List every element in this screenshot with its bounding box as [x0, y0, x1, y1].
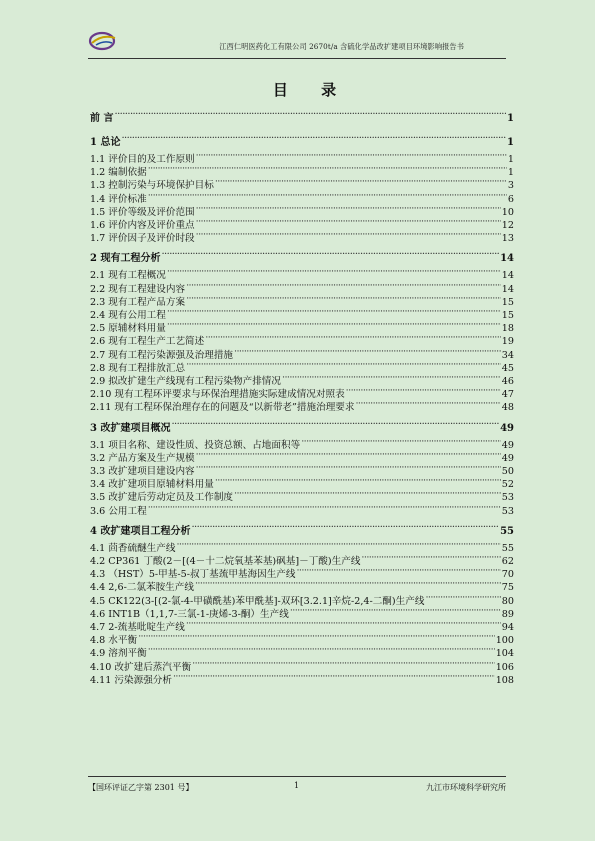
- toc-page-number: 15: [501, 296, 514, 308]
- toc-dot-leader: [171, 418, 499, 431]
- company-logo-icon: [88, 30, 118, 52]
- toc-dot-leader: [196, 228, 501, 241]
- toc-entry-title: 2.4 现有公用工程: [90, 310, 166, 321]
- toc-section-entry[interactable]: [90, 551, 514, 567]
- toc-entry-title: 2.5 原辅材料用量: [90, 323, 166, 335]
- toc-dot-leader: [186, 292, 501, 305]
- toc-entry-title: 3.5 改扩建后劳动定员及工作制度: [90, 492, 234, 504]
- toc-page-number: 49: [500, 422, 514, 434]
- toc-section-entry[interactable]: [90, 202, 514, 218]
- toc-entry-title: 2 现有工程分析: [90, 253, 161, 265]
- toc-entry-title: 2.10 现有工程环评要求与环保治理措施实际建成情况对照表: [90, 389, 345, 401]
- toc-dot-leader: [192, 657, 495, 670]
- toc-entry-title: 3.1 项目名称、建设性质、投资总额、占地面积等: [90, 439, 301, 451]
- toc-dot-leader: [186, 279, 501, 292]
- toc-dot-leader: [148, 189, 507, 202]
- toc-dot-leader: [161, 248, 499, 261]
- toc-dot-leader: [282, 371, 501, 384]
- toc-chapter-entry[interactable]: [90, 108, 514, 124]
- toc-dot-leader: [114, 108, 506, 121]
- toc-page-number: 106: [495, 661, 514, 673]
- toc-entry-title: 4 改扩建项目工程分析: [90, 525, 191, 537]
- toc-entry-title: 3.2 产品方案及生产规模: [90, 452, 195, 464]
- toc-section-entry[interactable]: [90, 670, 514, 686]
- toc-dot-leader: [173, 670, 495, 683]
- toc-entry-title: 3.6 公用工程: [90, 505, 147, 517]
- toc-section-entry[interactable]: [90, 358, 514, 374]
- toc-page-number: 104: [495, 648, 514, 660]
- toc-dot-leader: [167, 305, 501, 318]
- toc-dot-leader: [167, 318, 501, 331]
- toc-section-entry[interactable]: [90, 371, 514, 387]
- toc-page-number: 53: [501, 492, 514, 504]
- toc-page-number: 3: [507, 180, 514, 192]
- toc-entry-title: 4.7 2-巯基吡啶生产线: [90, 622, 185, 633]
- toc-page-number: 55: [501, 542, 514, 554]
- footer-certificate: 【国环评证乙字第 2301 号】: [88, 783, 194, 792]
- toc-entry-title: 1.1 评价目的及工作原则: [90, 154, 195, 165]
- toc-section-entry[interactable]: [90, 604, 514, 620]
- toc-page-number: 15: [501, 310, 514, 321]
- toc-section-entry[interactable]: [90, 435, 514, 451]
- toc-section-entry[interactable]: [90, 487, 514, 504]
- toc-entry-title: 1 总论: [90, 137, 121, 148]
- toc-dot-leader: [355, 397, 500, 410]
- toc-dot-leader: [148, 501, 501, 514]
- toc-page-number: 6: [507, 193, 514, 205]
- toc-page-number: 1: [507, 137, 514, 148]
- toc-entry-title: 2.2 现有工程建设内容: [90, 283, 186, 295]
- page-footer: [88, 776, 506, 797]
- toc-page-number: 13: [501, 233, 514, 245]
- toc-dot-leader: [205, 331, 501, 344]
- toc-page-number: 18: [501, 323, 514, 335]
- toc-page-number: 12: [501, 220, 514, 231]
- toc-entry-title: 4.11 污染源强分析: [90, 674, 172, 686]
- toc-dot-leader: [425, 591, 500, 604]
- toc-page-number: 1: [507, 113, 514, 124]
- toc-page-number: 34: [501, 349, 514, 361]
- toc-page-number: 100: [495, 635, 514, 647]
- toc-entry-title: 4.5 CK122(3-[(2-氯-4-甲磺酰基)苯甲酰基]-双环[3.2.1]辛烷-2,4-二酮)生产线: [90, 595, 425, 607]
- toc-page-number: 14: [501, 270, 514, 282]
- toc-section-entry[interactable]: [90, 643, 514, 660]
- toc-section-entry[interactable]: [90, 189, 514, 205]
- toc-section-entry[interactable]: [90, 292, 514, 308]
- toc-dot-leader: [234, 345, 501, 358]
- toc-entry-title: 3.4 改扩建项目原辅材料用量: [90, 479, 214, 491]
- toc-entry-title: 2.11 现有工程环保治理存在的问题及“以新带老”措施治理要求: [90, 402, 355, 414]
- toc-entry-title: 前 言: [90, 113, 114, 124]
- toc-dot-leader: [196, 215, 501, 228]
- toc-entry-title: 4.8 水平衡: [90, 635, 138, 647]
- toc-page-number: 50: [501, 466, 514, 477]
- toc-entry-title: 4.4 2,6-二氯苯胺生产线: [90, 582, 194, 594]
- toc-chapter-entry[interactable]: [90, 248, 514, 265]
- toc-dot-leader: [234, 487, 501, 500]
- toc-section-entry[interactable]: [90, 331, 514, 348]
- toc-entry-title: 1.7 评价因子及评价时段: [90, 233, 195, 245]
- toc-entry-title: 4.9 溶剂平衡: [90, 648, 147, 660]
- toc-dot-leader: [196, 149, 507, 162]
- toc-page-number: 14: [500, 253, 514, 265]
- toc-entry-title: 4.3 （HST）5-甲基-5-叔丁基巯甲基海因生产线: [90, 569, 296, 581]
- toc-page-number: 19: [501, 336, 514, 348]
- toc-dot-leader: [186, 358, 501, 371]
- toc-dot-leader: [196, 202, 501, 215]
- toc-section-entry[interactable]: [90, 149, 514, 165]
- toc-page-number: 80: [501, 595, 514, 607]
- toc-section-entry[interactable]: [90, 265, 514, 282]
- toc-page-number: 45: [501, 362, 514, 374]
- toc-section-entry[interactable]: [90, 397, 514, 414]
- toc-page-number: 49: [501, 439, 514, 451]
- toc-dot-leader: [215, 175, 507, 188]
- toc-section-entry[interactable]: [90, 501, 514, 517]
- toc-section-entry[interactable]: [90, 474, 514, 491]
- toc-entry-title: 4.10 改扩建后蒸汽平衡: [90, 661, 192, 673]
- toc-dot-leader: [121, 132, 506, 145]
- toc-section-entry[interactable]: [90, 162, 514, 179]
- toc-section-entry[interactable]: [90, 630, 514, 647]
- toc-entry-title: 1.5 评价等级及评价范围: [90, 206, 195, 218]
- toc-entry-title: 1.3 控制污染与环境保护目标: [90, 180, 214, 192]
- toc-entry-title: 2.9 拟改扩建生产线现有工程污染物产排情况: [90, 376, 281, 387]
- toc-section-entry[interactable]: [90, 215, 514, 231]
- toc-section-entry[interactable]: [90, 345, 514, 361]
- toc-entry-title: 4.1 茴香硫醚生产线: [90, 542, 176, 554]
- toc-chapter-entry[interactable]: [90, 418, 514, 434]
- toc-section-entry[interactable]: [90, 448, 514, 464]
- toc-page-number: 47: [501, 389, 514, 401]
- toc-page-number: 1: [507, 167, 514, 179]
- toc-dot-leader: [296, 564, 500, 577]
- toc-dot-leader: [215, 474, 501, 487]
- toc-section-entry[interactable]: [90, 279, 514, 295]
- toc-chapter-entry[interactable]: [90, 132, 514, 148]
- toc-dot-leader: [196, 448, 501, 461]
- toc-entry-title: 3 改扩建项目概况: [90, 422, 171, 434]
- toc-section-entry[interactable]: [90, 577, 514, 594]
- toc-dot-leader: [346, 384, 501, 397]
- toc-section-entry[interactable]: [90, 591, 514, 607]
- toc-page-number: 49: [501, 452, 514, 464]
- toc-page-number: 10: [501, 206, 514, 218]
- toc-dot-leader: [148, 643, 495, 656]
- toc-dot-leader: [290, 604, 501, 617]
- toc-dot-leader: [196, 461, 501, 474]
- toc-entry-title: 2.8 现有工程排放汇总: [90, 362, 186, 374]
- toc-dot-leader: [167, 265, 501, 278]
- toc-entry-title: 4.6 INT1B（1,1,7-三氯-1-庚烯-3-酮）生产线: [90, 608, 289, 620]
- toc-page-number: 46: [501, 376, 514, 387]
- toc-page-number: 89: [501, 608, 514, 620]
- toc-entry-title: 1.4 评价标准: [90, 193, 147, 205]
- toc-page-number: 70: [501, 569, 514, 581]
- toc-page-number: 1: [507, 154, 514, 165]
- toc-dot-leader: [186, 617, 501, 630]
- toc-page-number: 53: [501, 505, 514, 517]
- toc-dot-leader: [191, 521, 499, 534]
- toc-entry-title: 2.7 现有工程污染源强及治理措施: [90, 349, 234, 361]
- footer-institute: 九江市环境科学研究所: [426, 783, 506, 792]
- report-header-title: 江西仁明医药化工有限公司 2670t/a 含硫化学品改扩建项目环境影响报告书: [219, 42, 464, 51]
- toc-section-entry[interactable]: [90, 175, 514, 192]
- toc-page-number: 52: [501, 479, 514, 491]
- toc-dot-leader: [361, 551, 500, 564]
- toc-dot-leader: [195, 577, 501, 590]
- toc-section-entry[interactable]: [90, 228, 514, 245]
- toc-entry-title: 3.3 改扩建项目建设内容: [90, 466, 195, 477]
- toc-page-number: 48: [501, 402, 514, 414]
- toc-page-number: 75: [501, 582, 514, 594]
- toc-dot-leader: [176, 538, 500, 551]
- toc-page-number: 94: [501, 622, 514, 633]
- toc-section-entry[interactable]: [90, 318, 514, 335]
- toc-entry-title: 2.1 现有工程概况: [90, 270, 166, 282]
- document-title: 目 录: [272, 81, 351, 99]
- toc-section-entry[interactable]: [90, 657, 514, 673]
- toc-section-entry[interactable]: [90, 617, 514, 633]
- toc-page-number: 55: [500, 525, 514, 537]
- toc-entry-title: 2.6 现有工程生产工艺简述: [90, 336, 205, 348]
- toc-entry-title: 4.2 CP361 丁酸(2－[(4－十二烷氧基苯基)砜基]－丁酸)生产线: [90, 556, 361, 567]
- toc-section-entry[interactable]: [90, 305, 514, 321]
- toc-entry-title: 1.2 编制依据: [90, 167, 147, 179]
- toc-page-number: 14: [501, 283, 514, 295]
- page-header: [88, 28, 506, 59]
- toc-section-entry[interactable]: [90, 384, 514, 401]
- toc-dot-leader: [138, 630, 495, 643]
- toc-entry-title: 1.6 评价内容及评价重点: [90, 220, 195, 231]
- toc-section-entry[interactable]: [90, 564, 514, 581]
- toc-chapter-entry[interactable]: [90, 521, 514, 537]
- toc-section-entry[interactable]: [90, 538, 514, 554]
- toc-dot-leader: [301, 435, 501, 448]
- toc-dot-leader: [148, 162, 507, 175]
- toc-section-entry[interactable]: [90, 461, 514, 477]
- footer-page-number: 1: [294, 781, 300, 790]
- toc-page-number: 62: [501, 556, 514, 567]
- toc-page-number: 108: [495, 674, 514, 686]
- toc-entry-title: 2.3 现有工程产品方案: [90, 296, 186, 308]
